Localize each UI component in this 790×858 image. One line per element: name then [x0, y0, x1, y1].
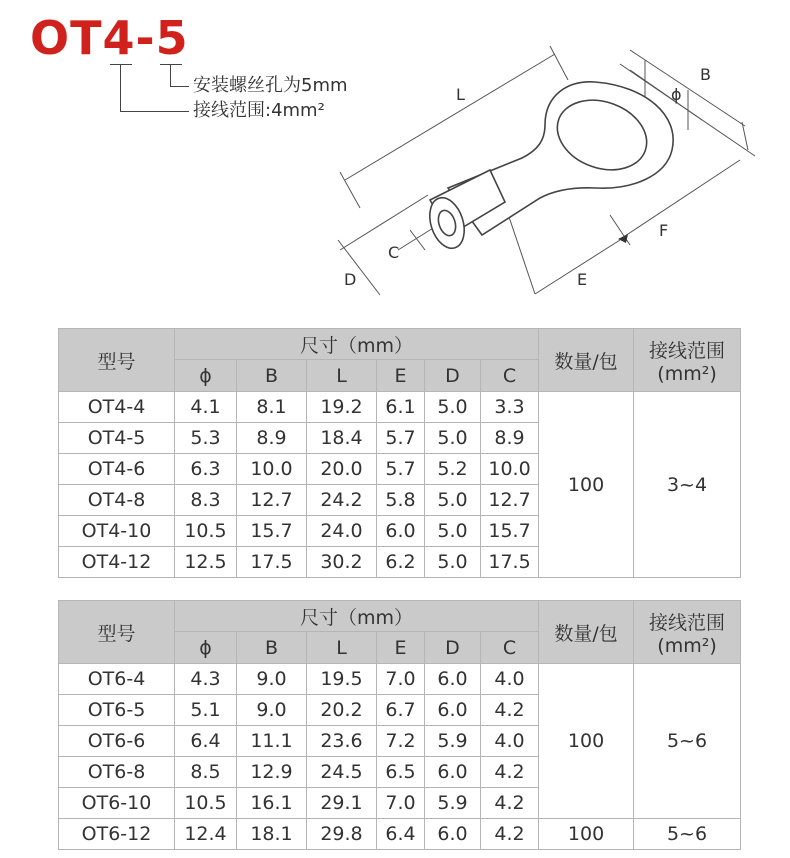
header-col-l: L: [307, 632, 377, 664]
cell-b: 11.1: [237, 726, 307, 757]
label-C: C: [388, 243, 400, 262]
header-col-b: B: [237, 360, 307, 392]
cell-l: 18.4: [307, 423, 377, 454]
cell-d: 5.0: [425, 392, 481, 423]
cell-d: 6.0: [425, 664, 481, 695]
cell-phi: 10.5: [175, 788, 237, 819]
ring-terminal-diagram: [300, 40, 770, 305]
header-wire-range-label: 接线范围: [649, 611, 726, 634]
header-col-d: D: [425, 360, 481, 392]
cell-c: 10.0: [481, 454, 539, 485]
cell-quantity: 100: [539, 819, 634, 850]
cell-e: 6.7: [377, 695, 425, 726]
spec-table-ot4: [58, 328, 741, 578]
cell-b: 8.9: [237, 423, 307, 454]
cell-quantity: 100: [539, 392, 634, 578]
cell-l: 19.2: [307, 392, 377, 423]
cell-phi: 12.5: [175, 547, 237, 578]
cell-wire-range: 5~6: [634, 819, 741, 850]
cell-b: 17.5: [237, 547, 307, 578]
cell-model: OT6-8: [59, 757, 175, 788]
cell-b: 15.7: [237, 516, 307, 547]
cell-e: 6.2: [377, 547, 425, 578]
cell-c: 4.0: [481, 664, 539, 695]
cell-phi: 10.5: [175, 516, 237, 547]
header-quantity: 数量/包: [539, 329, 634, 392]
cell-b: 18.1: [237, 819, 307, 850]
table-row: [59, 664, 741, 695]
label-L: L: [456, 85, 465, 104]
header-model: 型号: [59, 329, 175, 392]
cell-wire-range: 5~6: [634, 664, 741, 819]
wire-range-note: 接线范围:4mm²: [193, 100, 325, 121]
cell-e: 6.5: [377, 757, 425, 788]
cell-model: OT4-10: [59, 516, 175, 547]
header-quantity: 数量/包: [539, 601, 634, 664]
cell-l: 23.6: [307, 726, 377, 757]
header-wire-range-unit: (mm²): [657, 362, 717, 385]
cell-l: 29.1: [307, 788, 377, 819]
cell-quantity: 100: [539, 664, 634, 819]
cell-e: 6.4: [377, 819, 425, 850]
cell-phi: 5.1: [175, 695, 237, 726]
cell-d: 5.0: [425, 423, 481, 454]
cell-phi: 12.4: [175, 819, 237, 850]
cell-d: 5.2: [425, 454, 481, 485]
cell-e: 6.1: [377, 392, 425, 423]
cell-model: OT6-12: [59, 819, 175, 850]
cell-c: 4.2: [481, 788, 539, 819]
cell-c: 4.0: [481, 726, 539, 757]
cell-l: 30.2: [307, 547, 377, 578]
cell-e: 7.0: [377, 664, 425, 695]
cell-model: OT6-6: [59, 726, 175, 757]
cell-c: 12.7: [481, 485, 539, 516]
cell-phi: 6.3: [175, 454, 237, 485]
cell-model: OT4-8: [59, 485, 175, 516]
cell-b: 9.0: [237, 695, 307, 726]
cell-phi: 5.3: [175, 423, 237, 454]
cell-b: 12.9: [237, 757, 307, 788]
spec-table-ot6: [58, 600, 741, 850]
label-D: D: [344, 270, 357, 289]
cell-c: 4.2: [481, 819, 539, 850]
cell-l: 24.5: [307, 757, 377, 788]
header-wire-range: [634, 601, 741, 664]
header-col-e: E: [377, 360, 425, 392]
cell-c: 15.7: [481, 516, 539, 547]
cell-c: 4.2: [481, 757, 539, 788]
cell-b: 16.1: [237, 788, 307, 819]
header-col-e: E: [377, 632, 425, 664]
product-title: OT4-5: [30, 11, 189, 65]
cell-d: 5.0: [425, 516, 481, 547]
cell-b: 8.1: [237, 392, 307, 423]
cell-phi: 8.5: [175, 757, 237, 788]
cell-phi: 6.4: [175, 726, 237, 757]
cell-model: OT4-4: [59, 392, 175, 423]
label-F: F: [659, 221, 669, 240]
header-col-l: L: [307, 360, 377, 392]
cell-model: OT4-6: [59, 454, 175, 485]
cell-c: 3.3: [481, 392, 539, 423]
cell-phi: 4.1: [175, 392, 237, 423]
cell-model: OT6-4: [59, 664, 175, 695]
label-B: B: [700, 65, 711, 84]
cell-l: 19.5: [307, 664, 377, 695]
cell-c: 8.9: [481, 423, 539, 454]
cell-model: OT6-5: [59, 695, 175, 726]
header-col-c: C: [481, 632, 539, 664]
header-col-d: D: [425, 632, 481, 664]
cell-l: 24.0: [307, 516, 377, 547]
cell-b: 10.0: [237, 454, 307, 485]
cell-model: OT4-5: [59, 423, 175, 454]
cell-e: 5.7: [377, 423, 425, 454]
cell-d: 5.9: [425, 788, 481, 819]
cell-c: 4.2: [481, 695, 539, 726]
header-dimensions: 尺寸（mm）: [175, 329, 539, 360]
cell-e: 7.2: [377, 726, 425, 757]
cell-c: 17.5: [481, 547, 539, 578]
cell-b: 12.7: [237, 485, 307, 516]
cell-d: 6.0: [425, 695, 481, 726]
cell-phi: 8.3: [175, 485, 237, 516]
cell-d: 6.0: [425, 757, 481, 788]
cell-e: 7.0: [377, 788, 425, 819]
cell-b: 9.0: [237, 664, 307, 695]
cell-e: 5.8: [377, 485, 425, 516]
header-model: 型号: [59, 601, 175, 664]
label-E: E: [577, 270, 588, 289]
cell-d: 5.9: [425, 726, 481, 757]
cell-l: 29.8: [307, 819, 377, 850]
cell-phi: 4.3: [175, 664, 237, 695]
cell-wire-range: 3~4: [634, 392, 741, 578]
bracket-screw-hole: [170, 64, 189, 87]
header-wire-range: [634, 329, 741, 392]
cell-d: 5.0: [425, 547, 481, 578]
cell-l: 20.0: [307, 454, 377, 485]
header-wire-range-unit: (mm²): [657, 634, 717, 657]
cell-d: 6.0: [425, 819, 481, 850]
table-row: [59, 392, 741, 423]
screw-hole-note: 安装螺丝孔为5mm: [193, 75, 348, 96]
cell-e: 5.7: [377, 454, 425, 485]
cell-d: 5.0: [425, 485, 481, 516]
cell-l: 24.2: [307, 485, 377, 516]
header-col-b: B: [237, 632, 307, 664]
cell-model: OT6-10: [59, 788, 175, 819]
header-dimensions: 尺寸（mm）: [175, 601, 539, 632]
cell-l: 20.2: [307, 695, 377, 726]
cell-model: OT4-12: [59, 547, 175, 578]
header-col-c: C: [481, 360, 539, 392]
header-col-phi: ϕ: [175, 360, 237, 392]
cell-e: 6.0: [377, 516, 425, 547]
table-row: [59, 819, 741, 850]
header-wire-range-label: 接线范围: [649, 339, 726, 362]
label-phi: ϕ: [671, 85, 682, 104]
header-col-phi: ϕ: [175, 632, 237, 664]
